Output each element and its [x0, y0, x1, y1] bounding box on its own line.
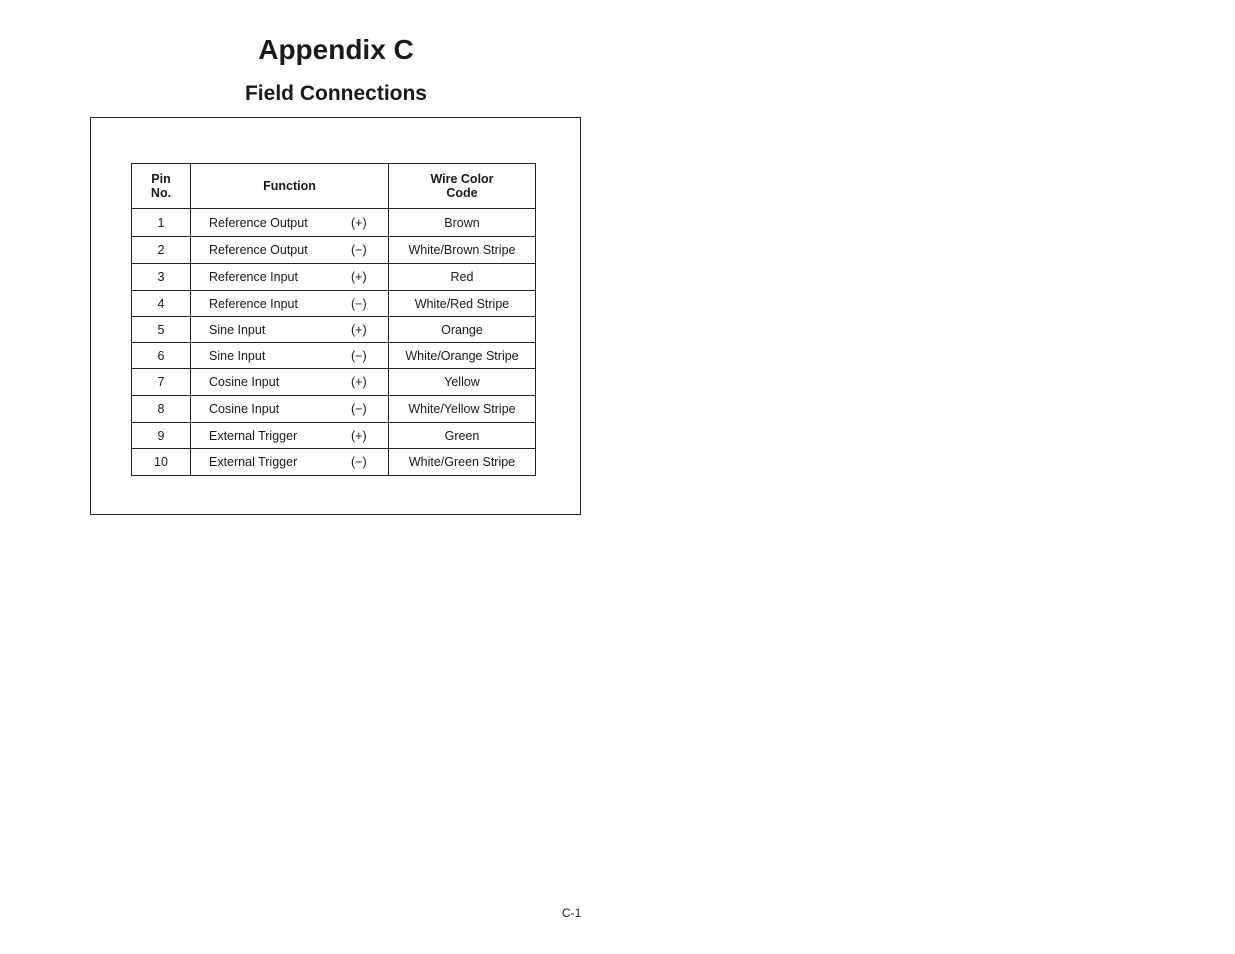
function-name: Reference Input [209, 270, 298, 284]
table-header-row [132, 164, 536, 209]
table-row [132, 237, 536, 264]
table-row [132, 343, 536, 369]
function-name: Cosine Input [209, 402, 280, 416]
table-row [132, 291, 536, 317]
function-name: External Trigger [209, 428, 298, 443]
function-cell [191, 369, 389, 396]
wire-color: Red [389, 264, 536, 291]
table-row [132, 209, 536, 237]
table-row [132, 317, 536, 343]
pin-number: 1 [132, 209, 191, 237]
wire-color: White/Green Stripe [389, 449, 536, 476]
function-name: Cosine Input [209, 375, 280, 389]
wire-color: White/Yellow Stripe [389, 396, 536, 423]
pin-number: 4 [132, 291, 191, 317]
polarity: (+) [351, 322, 367, 337]
polarity: (−) [351, 455, 367, 469]
function-name: Sine Input [209, 322, 266, 337]
wire-color: White/Brown Stripe [389, 237, 536, 264]
function-name: Reference Output [209, 215, 308, 230]
wire-color: Orange [389, 317, 536, 343]
function-cell [191, 317, 389, 343]
wire-color: White/Orange Stripe [389, 343, 536, 369]
function-name: Reference Input [209, 296, 298, 311]
table-row [132, 264, 536, 291]
table-row [132, 423, 536, 449]
pin-number: 8 [132, 396, 191, 423]
wire-color: Brown [389, 209, 536, 237]
function-name: Sine Input [209, 348, 266, 363]
function-cell [191, 291, 389, 317]
wire-color: Yellow [389, 369, 536, 396]
polarity: (+) [351, 428, 367, 443]
pin-number: 2 [132, 237, 191, 264]
polarity: (−) [351, 296, 367, 311]
header-function: Function [191, 164, 389, 209]
table-row [132, 449, 536, 476]
page-title: Appendix C [258, 34, 414, 65]
function-cell [191, 209, 389, 237]
function-cell [191, 423, 389, 449]
function-cell [191, 237, 389, 264]
pin-number: 10 [132, 449, 191, 476]
pin-number: 6 [132, 343, 191, 369]
wire-color: Green [389, 423, 536, 449]
table-row [132, 396, 536, 423]
header-pin-line2: No. [150, 186, 172, 200]
pin-number: 5 [132, 317, 191, 343]
table-frame [90, 117, 581, 515]
page-subtitle: Field Connections [244, 82, 427, 105]
polarity: (+) [351, 270, 367, 284]
pin-number: 7 [132, 369, 191, 396]
wire-color: White/Red Stripe [389, 291, 536, 317]
pin-number: 9 [132, 423, 191, 449]
pin-number: 3 [132, 264, 191, 291]
polarity: (+) [351, 375, 367, 389]
field-connections-table [131, 163, 536, 476]
function-cell [191, 396, 389, 423]
polarity: (+) [351, 215, 367, 230]
function-name: External Trigger [209, 455, 298, 469]
header-wire-line2: Code [446, 186, 478, 200]
function-name: Reference Output [209, 243, 308, 257]
header-pin-no [132, 164, 191, 209]
function-cell [191, 343, 389, 369]
header-wire-line1: Wire Color [430, 172, 494, 186]
page-number: C-1 [562, 906, 582, 920]
polarity: (−) [351, 402, 367, 416]
header-pin-line1: Pin [151, 172, 171, 186]
header-wire-color-code [389, 164, 536, 209]
function-cell [191, 449, 389, 476]
polarity: (−) [351, 348, 367, 363]
function-cell [191, 264, 389, 291]
table-row [132, 369, 536, 396]
polarity: (−) [351, 243, 367, 257]
